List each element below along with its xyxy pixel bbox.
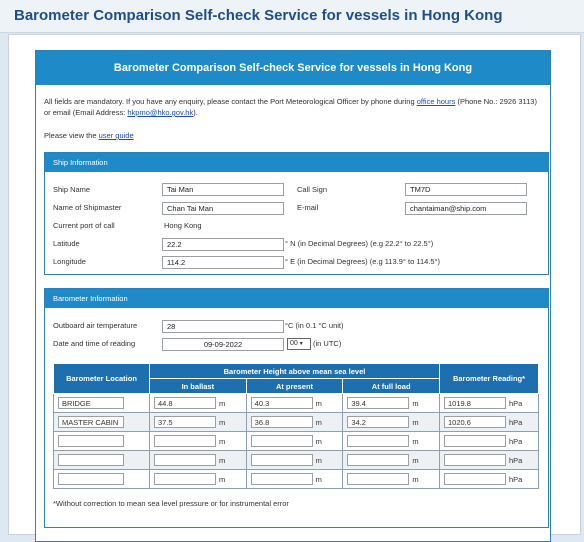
- col-ballast-header: In ballast: [150, 379, 247, 394]
- fullload-cell: [343, 470, 440, 489]
- col-present-header: At present: [246, 379, 343, 394]
- longitude-field[interactable]: 114.2: [162, 256, 284, 269]
- unit-m: m: [219, 398, 226, 408]
- fullload-field[interactable]: [347, 454, 409, 466]
- unit-hpa: hPa: [509, 417, 523, 427]
- present-cell: [246, 432, 343, 451]
- content-panel: [8, 34, 581, 535]
- fullload-cell: [343, 394, 440, 413]
- user-guide-link[interactable]: user guide: [98, 131, 134, 140]
- unit-m: m: [412, 417, 419, 427]
- reading-field[interactable]: [444, 435, 506, 447]
- intro-text-1: All fields are mandatory. If you have any enquiry, please contact the Port Meteorological Officer by phone during: [44, 97, 417, 106]
- reading-field[interactable]: [444, 454, 506, 466]
- unit-m: m: [315, 436, 322, 446]
- unit-m: m: [315, 417, 322, 427]
- reading-cell: [440, 413, 539, 432]
- page-title: Barometer Comparison Self-check Service for vessels in Hong Kong: [0, 0, 584, 33]
- latitude-label: Latitude: [53, 239, 80, 248]
- guide-line: [44, 131, 134, 140]
- location-field[interactable]: [58, 473, 124, 485]
- unit-m: m: [219, 417, 226, 427]
- unit-m: m: [219, 436, 226, 446]
- longitude-label: Longitude: [53, 257, 86, 266]
- table-row: [54, 451, 539, 470]
- unit-m: m: [412, 455, 419, 465]
- latitude-hint: ° N (in Decimal Degrees) (e.g 22.2° to 22.5°): [285, 239, 434, 248]
- fullload-cell: [343, 451, 440, 470]
- present-cell: [246, 470, 343, 489]
- location-field[interactable]: MASTER CABIN: [58, 416, 124, 428]
- longitude-hint: ° E (in Decimal Degrees) (e.g 113.9° to 114.5°): [285, 257, 441, 266]
- fullload-field[interactable]: 34.2: [347, 416, 409, 428]
- ship-name-field[interactable]: Tai Man: [162, 183, 284, 196]
- fullload-field[interactable]: 39.4: [347, 397, 409, 409]
- reading-field[interactable]: [444, 473, 506, 485]
- ballast-field[interactable]: 37.5: [154, 416, 216, 428]
- email-label: E-mail: [297, 203, 319, 212]
- shipmaster-label: Name of Shipmaster: [53, 203, 122, 212]
- air-temp-label: Outboard air temperature: [53, 321, 138, 330]
- intro-text-2: (Phone No.: 2926 3113) or email (Email Address:: [44, 97, 537, 117]
- chevron-down-icon: ▾: [299, 341, 303, 347]
- reading-hour-value: 00: [290, 340, 298, 347]
- barometer-info-heading: Barometer Information: [45, 289, 548, 308]
- reading-date-label: Date and time of reading: [53, 339, 136, 348]
- barometer-table: [53, 363, 539, 489]
- reading-hour-select[interactable]: [287, 338, 311, 350]
- table-row: [54, 432, 539, 451]
- intro-text: [44, 96, 544, 118]
- latitude-field[interactable]: 22.2: [162, 238, 284, 251]
- present-field[interactable]: 40.3: [251, 397, 313, 409]
- ballast-field[interactable]: [154, 435, 216, 447]
- present-field[interactable]: 36.8: [251, 416, 313, 428]
- location-field[interactable]: [58, 435, 124, 447]
- table-row: [54, 394, 539, 413]
- unit-m: m: [219, 455, 226, 465]
- table-row: [54, 413, 539, 432]
- unit-m: m: [315, 474, 322, 484]
- present-cell: [246, 394, 343, 413]
- present-field[interactable]: [251, 473, 313, 485]
- unit-m: m: [412, 474, 419, 484]
- call-sign-label: Call Sign: [297, 185, 328, 194]
- air-temp-hint: °C (in 0.1 °C unit): [285, 321, 344, 330]
- unit-m: m: [315, 398, 322, 408]
- ballast-cell: [150, 413, 247, 432]
- ballast-field[interactable]: [154, 473, 216, 485]
- call-sign-field[interactable]: TM7D: [405, 183, 527, 196]
- port-value: Hong Kong: [164, 221, 202, 230]
- ship-info-heading: Ship Information: [45, 153, 548, 172]
- unit-hpa: hPa: [509, 398, 523, 408]
- ship-info-section: [44, 152, 549, 275]
- col-location-header: Barometer Location: [54, 364, 150, 394]
- table-row: [54, 470, 539, 489]
- card-title: Barometer Comparison Self-check Service for vessels in Hong Kong: [36, 51, 550, 85]
- present-field[interactable]: [251, 454, 313, 466]
- reading-cell: [440, 470, 539, 489]
- guide-prefix: Please view the: [44, 131, 99, 140]
- unit-m: m: [219, 474, 226, 484]
- present-cell: [246, 413, 343, 432]
- reading-cell: [440, 432, 539, 451]
- ballast-field[interactable]: [154, 454, 216, 466]
- ballast-cell: [150, 451, 247, 470]
- unit-hpa: hPa: [509, 455, 523, 465]
- location-cell: [54, 432, 150, 451]
- location-cell: [54, 451, 150, 470]
- reading-cell: [440, 451, 539, 470]
- air-temp-field[interactable]: 28: [162, 320, 284, 333]
- shipmaster-field[interactable]: Chan Tai Man: [162, 202, 284, 215]
- col-fullload-header: At full load: [343, 379, 440, 394]
- reading-field[interactable]: 1020.6: [444, 416, 506, 428]
- fullload-cell: [343, 413, 440, 432]
- location-cell: [54, 394, 150, 413]
- reading-date-field[interactable]: 09-09-2022: [162, 338, 284, 351]
- footnote: *Without correction to mean sea level pressure or for instrumental error: [53, 499, 289, 508]
- ballast-cell: [150, 470, 247, 489]
- unit-hpa: hPa: [509, 474, 523, 484]
- reading-field[interactable]: 1019.8: [444, 397, 506, 409]
- port-label: Current port of call: [53, 221, 115, 230]
- unit-m: m: [315, 455, 322, 465]
- email-link[interactable]: hkpmo@hko.gov.hk: [127, 108, 194, 117]
- present-cell: [246, 451, 343, 470]
- unit-hpa: hPa: [509, 436, 523, 446]
- barometer-info-section: [44, 288, 549, 528]
- ballast-field[interactable]: 44.8: [154, 397, 216, 409]
- ballast-cell: [150, 432, 247, 451]
- fullload-field[interactable]: [347, 435, 409, 447]
- reading-hour-hint: (in UTC): [313, 339, 342, 348]
- fullload-field[interactable]: [347, 473, 409, 485]
- intro-text-3: ).: [193, 108, 198, 117]
- reading-cell: [440, 394, 539, 413]
- office-hours-link[interactable]: office hours: [416, 97, 456, 106]
- location-cell: [54, 470, 150, 489]
- fullload-cell: [343, 432, 440, 451]
- col-height-header: Barometer Height above mean sea level: [150, 364, 440, 379]
- col-reading-header: Barometer Reading*: [440, 364, 539, 394]
- unit-m: m: [412, 398, 419, 408]
- location-field[interactable]: [58, 454, 124, 466]
- form-card: [35, 50, 551, 542]
- ballast-cell: [150, 394, 247, 413]
- email-field[interactable]: chantaiman@ship.com: [405, 202, 527, 215]
- location-cell: [54, 413, 150, 432]
- ship-name-label: Ship Name: [53, 185, 91, 194]
- location-field[interactable]: BRIDGE: [58, 397, 124, 409]
- unit-m: m: [412, 436, 419, 446]
- present-field[interactable]: [251, 435, 313, 447]
